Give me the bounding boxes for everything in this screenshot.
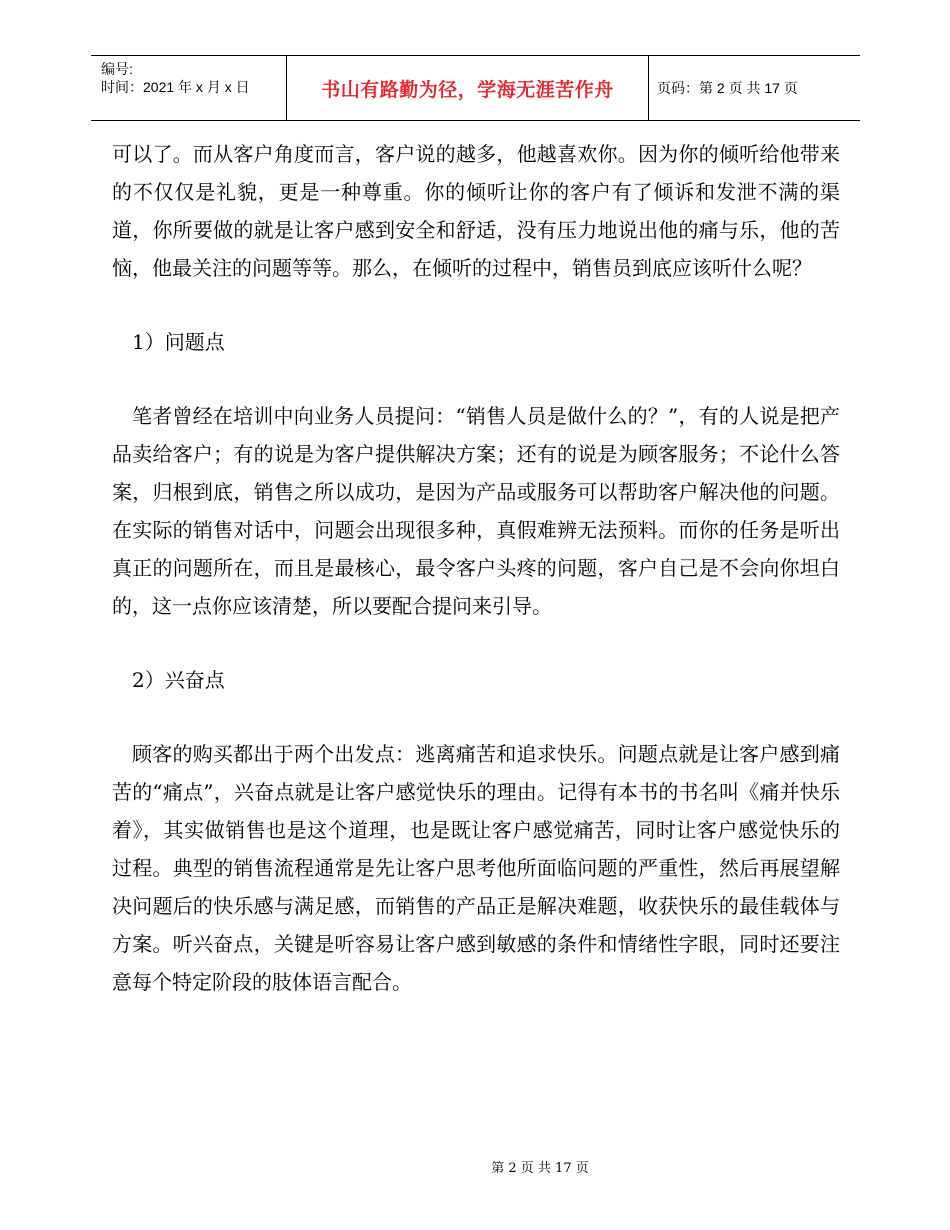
number-label: 编号: — [101, 61, 133, 77]
header-motto-cell — [287, 56, 649, 120]
header-meta — [91, 56, 287, 120]
footer-page-number: 第 2 页 共 17 页 — [491, 1161, 589, 1176]
section-heading-problem-point: 1）问题点 — [132, 330, 225, 354]
motto-text: 书山有路勤为径，学海无涯苦作舟 — [321, 78, 614, 101]
section-heading-excitement-point: 2）兴奋点 — [132, 668, 225, 692]
page-info-text: 页码：第 2 页 共 17 页 — [657, 80, 798, 96]
time-label: 时间：2021 年 x 月 x 日 — [101, 79, 250, 95]
paragraph-problem-point: 笔者曾经在培训中向业务人员提问：“销售人员是做什么的？”，有的人说是把产品卖给客户；有的说是为客户提供解决方案；还有的说是为顾客服务；不论什么答案，归根到底，销售之所以成功，是因为产品或服务可以帮助客户解决他的问题。在实际的销售对话中，问题会出现很多种，真假难辨无法预料。而你的任务是听出真正的问题所在，而且是最核心，最令客户头疼的问题，客户自己是不会向你坦白的，这一点你应该清楚，所以要配合提问来引导。 — [112, 404, 840, 618]
paragraph-excitement-point: 顾客的购买都出于两个出发点：逃离痛苦和追求快乐。问题点就是让客户感到痛苦的“痛点”，兴奋点就是让客户感觉快乐的理由。记得有本书的书名叫《痛并快乐着》，其实做销售也是这个道理，也是既让客户感觉痛苦，同时让客户感觉快乐的过程。典型的销售流程通常是先让客户思考他所面临问题的严重性，然后再展望解决问题后的快乐感与满足感，而销售的产品正是解决难题，收获快乐的最佳载体与方案。听兴奋点，关键是听容易让客户感到敏感的条件和情绪性字眼，同时还要注意每个特定阶段的肢体语言配合。 — [112, 742, 840, 994]
header-page-info — [649, 56, 860, 120]
paragraph-intro: 可以了。而从客户角度而言，客户说的越多，他越喜欢你。因为你的倾听给他带来的不仅仅是礼貌，更是一种尊重。你的倾听让你的客户有了倾诉和发泄不满的渠道，你所要做的就是让客户感到安全和舒适，没有压力地说出他的痛与乐，他的苦恼，他最关注的问题等等。那么，在倾听的过程中，销售员到底应该听什么呢？ — [112, 142, 840, 280]
document-body — [112, 135, 840, 1001]
document-header — [91, 55, 860, 121]
page-footer — [0, 1157, 950, 1176]
